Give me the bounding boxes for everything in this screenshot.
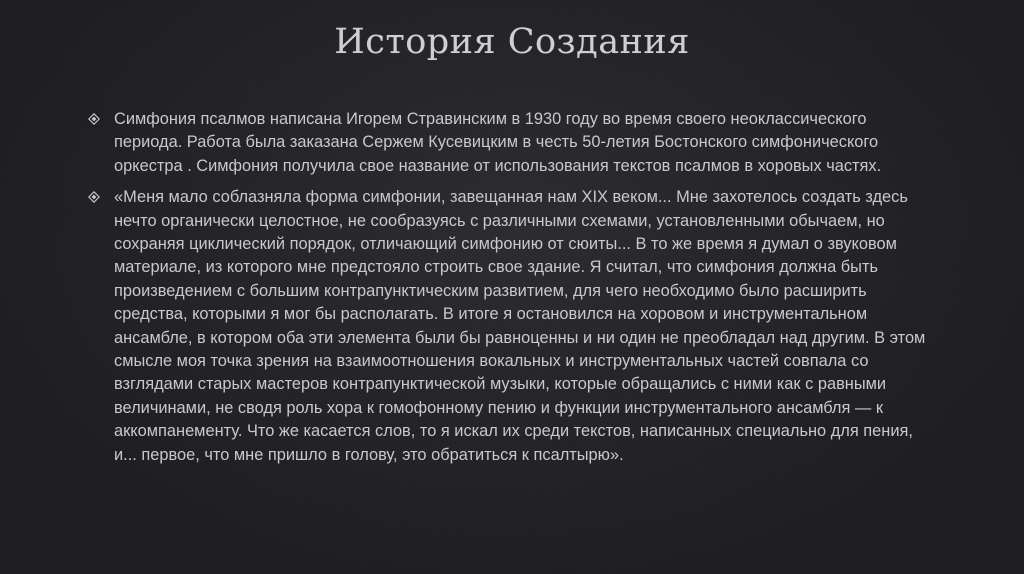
diamond-bullet-icon bbox=[88, 191, 100, 203]
slide-title: История Создания bbox=[334, 22, 690, 62]
bullet-item bbox=[86, 186, 928, 467]
bullet-text: Симфония псалмов написана Игорем Стравинским в 1930 году во время своего неоклассического периода. Работа была заказана Сержем Кусевицким в честь 50-летия Бостонского симфонического оркестра . Симфония получила свое название от использования текстов псалмов в хоровых частях. bbox=[114, 110, 882, 175]
bullet-item bbox=[86, 108, 928, 178]
diamond-bullet-icon bbox=[88, 113, 100, 125]
bullet-list bbox=[86, 108, 928, 475]
bullet-text: «Меня мало соблазняла форма симфонии, завещанная нам XIX веком... Мне захотелось создать здесь нечто органически целостное, не сообразуясь с различными схемами, установленными обычаем, но сохраняя циклический порядок, отличающий симфонию от сюиты... В то же время я думал о звуковом материале, из которого мне предстояло строить свое здание. Я считал, что симфония должна быть произведением с большим контрапунктическим развитием, для чего необходимо было расширить средства, которыми я мог бы располагать. В итоге я остановился на хоровом и инструментальном ансамбле, в котором оба эти элемента были бы равноценны и ни один не преобладал над другим. В этом смысле моя точка зрения на взаимоотношения вокальных и инструментальных частей совпала со взглядами старых мастеров контрапунктической музыки, которые обращались с ними как с равными величинами, не сводя роль хора к гомофонному пению и функции инструментального ансамбля — к аккомпанементу. Что же касается слов, то я искал их среди текстов, написанных специально для пения, и... первое, что мне пришло в голову, это обратиться к псалтырю». bbox=[114, 188, 926, 464]
